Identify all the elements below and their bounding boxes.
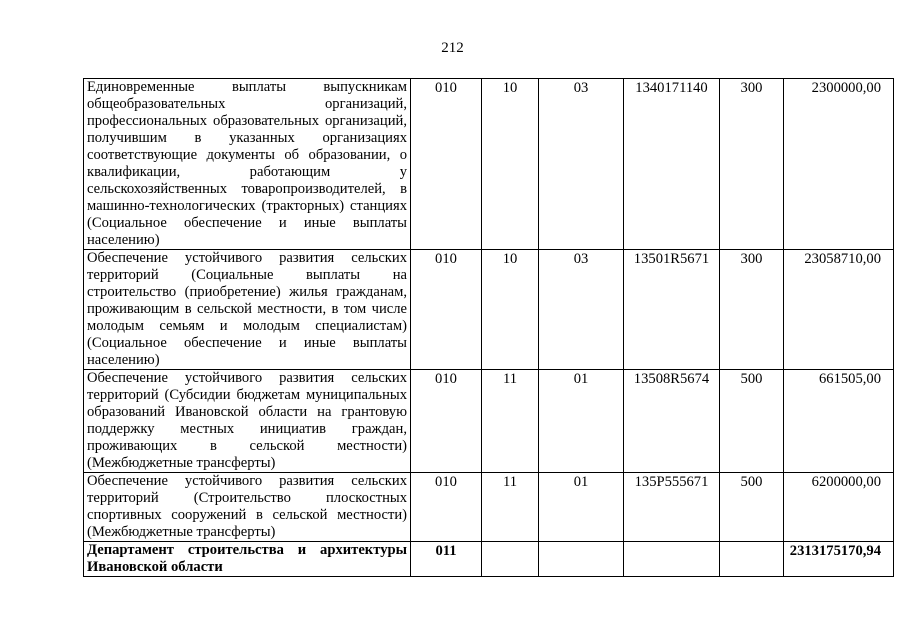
row-description: Обеспечение устойчивого развития сельских территорий (Социальные выплаты на строительство (приобретение) жилья гражданам, проживающим в сельской местности, в том числе молодым семьям и молодым специалистам) (Социальное обеспечение и иные выплаты населению): [84, 250, 411, 370]
row-expense-type-code: 500: [720, 370, 784, 473]
department-section-code: [482, 542, 539, 577]
row-target-article-code: 135P555671: [624, 473, 720, 542]
table-row: [84, 79, 894, 250]
row-amount: 2300000,00: [784, 79, 894, 250]
row-grbs-code: 010: [411, 370, 482, 473]
table-row: [84, 473, 894, 542]
row-expense-type-code: 500: [720, 473, 784, 542]
department-expense-type-code: [720, 542, 784, 577]
row-grbs-code: 010: [411, 473, 482, 542]
row-amount: 6200000,00: [784, 473, 894, 542]
row-subsection-code: 03: [539, 250, 624, 370]
table-row: [84, 250, 894, 370]
row-description: Обеспечение устойчивого развития сельских территорий (Субсидии бюджетам муниципальных образований Ивановской области на грантовую поддержку местных инициатив граждан, проживающих в сельской местности) (Межбюджетные трансферты): [84, 370, 411, 473]
row-expense-type-code: 300: [720, 250, 784, 370]
row-expense-type-code: 300: [720, 79, 784, 250]
row-target-article-code: 13508R5674: [624, 370, 720, 473]
row-section-code: 11: [482, 473, 539, 542]
row-amount: 661505,00: [784, 370, 894, 473]
row-subsection-code: 03: [539, 79, 624, 250]
department-subsection-code: [539, 542, 624, 577]
department-grbs-code: 011: [411, 542, 482, 577]
row-section-code: 10: [482, 250, 539, 370]
row-amount: 23058710,00: [784, 250, 894, 370]
row-target-article-code: 1340171140: [624, 79, 720, 250]
row-grbs-code: 010: [411, 250, 482, 370]
department-total-amount: 2313175170,94: [784, 542, 894, 577]
row-grbs-code: 010: [411, 79, 482, 250]
row-subsection-code: 01: [539, 473, 624, 542]
page-number: 212: [441, 40, 464, 56]
department-name: Департамент строительства и архитектуры Ивановской области: [84, 542, 411, 577]
row-subsection-code: 01: [539, 370, 624, 473]
row-description: Единовременные выплаты выпускникам общеобразовательных организаций, профессиональных образовательных организаций, получившим в указанных организациях соответствующие документы об образовании, о квалификации, работающим у сельскохозяйственных товаропроизводителей, в машинно-технологических (тракторных) станциях (Социальное обеспечение и иные выплаты населению): [84, 79, 411, 250]
department-target-article-code: [624, 542, 720, 577]
budget-table: [83, 78, 894, 577]
row-target-article-code: 13501R5671: [624, 250, 720, 370]
row-section-code: 10: [482, 79, 539, 250]
row-section-code: 11: [482, 370, 539, 473]
total-row: [84, 542, 894, 577]
row-description: Обеспечение устойчивого развития сельских территорий (Строительство плоскостных спортивных сооружений в сельской местности) (Межбюджетные трансферты): [84, 473, 411, 542]
table-row: [84, 370, 894, 473]
